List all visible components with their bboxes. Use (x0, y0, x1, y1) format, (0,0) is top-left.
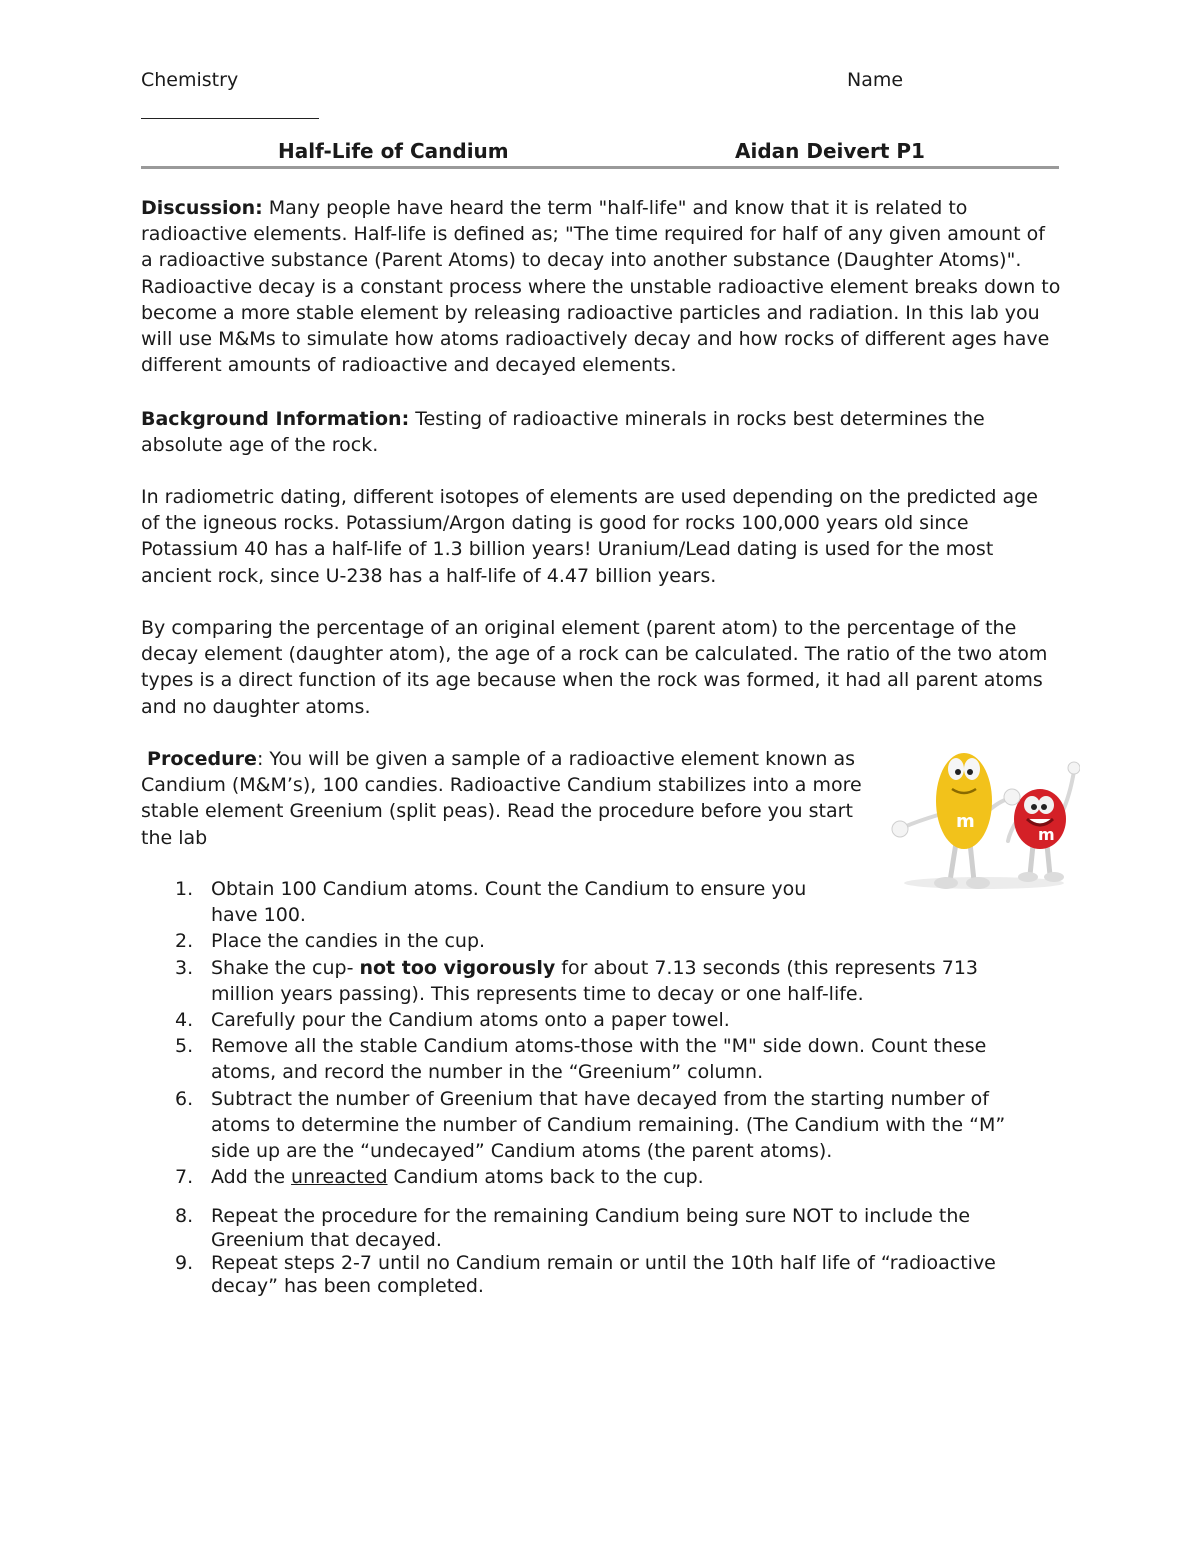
step-text-underlined: unreacted (291, 1166, 388, 1189)
background-label: Background Information: (141, 408, 410, 430)
document-title: Half-Life of Candium (278, 139, 509, 163)
comparing-paragraph: By comparing the percentage of an original element (parent atom) to the percentage of the decay element (daughter atom), the age of a rock can be calculated. The ratio of the two atom types is a direct function of its age because when the rock was formed, it had all parent atoms and no daughter atoms. (141, 617, 1048, 718)
discussion-label: Discussion: (141, 197, 263, 219)
step-text: Obtain 100 Candium atoms. Count the Candium to ensure you have 100. (211, 878, 807, 927)
step-6 (141, 1086, 1046, 1165)
step-text-pre: Add the (211, 1166, 292, 1189)
step-text: Subtract the number of Greenium that have decayed from the starting number of atoms to determine the number of Candium remaining. (The Candium with the “M” side up are the “undecayed” Candium atoms (the parent atoms). (211, 1087, 1006, 1163)
subject-label: Chemistry (141, 69, 239, 91)
name-label: Name (847, 69, 904, 91)
step-text-bold: not too vigorously (359, 956, 556, 979)
procedure-text: : You will be given a sample of a radioactive element known as Candium (M&M’s), 100 candies. Radioactive Candium stabilizes into a more stable element Greenium (split peas). Read the procedure before you start the lab (141, 748, 862, 849)
step-2 (141, 928, 1046, 954)
step-number: 4. (175, 1009, 194, 1032)
radiometric-paragraph: In radiometric dating, different isotopes of elements are used depending on the predicted age of the igneous rocks. Potassium/Argon dating is good for rocks 100,000 years old since Potassium 40 has a half-life of 1.3 billion years! Uranium/Lead dating is used for the most ancient rock, since U-238 has a half-life of 4.47 billion years. (141, 486, 1038, 587)
step-number: 3. (175, 956, 194, 979)
background-paragraph (141, 406, 1061, 458)
yellow-mm-character (892, 753, 1020, 889)
step-number: 9. (175, 1252, 194, 1275)
step-number: 8. (175, 1205, 194, 1228)
step-number: 6. (175, 1087, 194, 1110)
red-mm-character (1008, 762, 1080, 882)
title-divider (141, 166, 1059, 169)
step-text-post: for about 7.13 seconds (this represents 713 million years passing). This represents time to decay or one half-life. (211, 956, 979, 1005)
discussion-text: Many people have heard the term "half-life" and know that it is related to radioactive elements. Half-life is defined as; "The time required for half of any given amount of a radioactive substance (Parent Atoms) to decay into another substance (Daughter Atoms)". Radioactive decay is a constant process where the unstable radioactive element breaks down to become a more stable element by releasing radioactive particles and radiation. In this lab you will use M&Ms to simulate how atoms radioactively decay and how rocks of different ages have different amounts of radioactive and decayed elements. (141, 197, 1061, 377)
step-5 (141, 1033, 1046, 1085)
step-1 (141, 876, 1046, 928)
step-text-post: Candium atoms back to the cup. (387, 1166, 704, 1189)
step-text-pre: Shake the cup- (211, 956, 360, 979)
procedure-steps (141, 876, 1046, 1299)
step-4 (141, 1007, 1046, 1033)
red-mm-letter: m (1038, 825, 1055, 844)
step-9 (141, 1252, 1046, 1299)
step-text: Repeat the procedure for the remaining Candium being sure NOT to include the Greenium that decayed. (211, 1205, 971, 1251)
discussion-paragraph (141, 195, 1061, 378)
step-number: 2. (175, 930, 194, 953)
step-8 (141, 1205, 1046, 1252)
step-number: 7. (175, 1166, 194, 1189)
step-text: Repeat steps 2-7 until no Candium remain or until the 10th half life of “radioactive decay” has been completed. (211, 1252, 996, 1298)
step-text: Place the candies in the cup. (211, 930, 486, 953)
step-text: Carefully pour the Candium atoms onto a paper towel. (211, 1009, 730, 1032)
procedure-paragraph (141, 746, 881, 851)
author-name: Aidan Deivert P1 (735, 139, 925, 163)
yellow-mm-letter: m (956, 811, 975, 832)
name-blank-line (141, 118, 319, 119)
step-number: 1. (175, 878, 194, 900)
procedure-label: Procedure (147, 748, 257, 770)
step-text: Remove all the stable Candium atoms-those with the "M" side down. Count these atoms, and record the number in the “Greenium” column. (211, 1035, 987, 1084)
mm-mascots-icon (884, 735, 1080, 895)
step-7 (141, 1164, 1046, 1190)
step-3 (141, 955, 1046, 1007)
background-text: Testing of radioactive minerals in rocks best determines the absolute age of the rock. (141, 408, 985, 457)
step-number: 5. (175, 1035, 194, 1058)
